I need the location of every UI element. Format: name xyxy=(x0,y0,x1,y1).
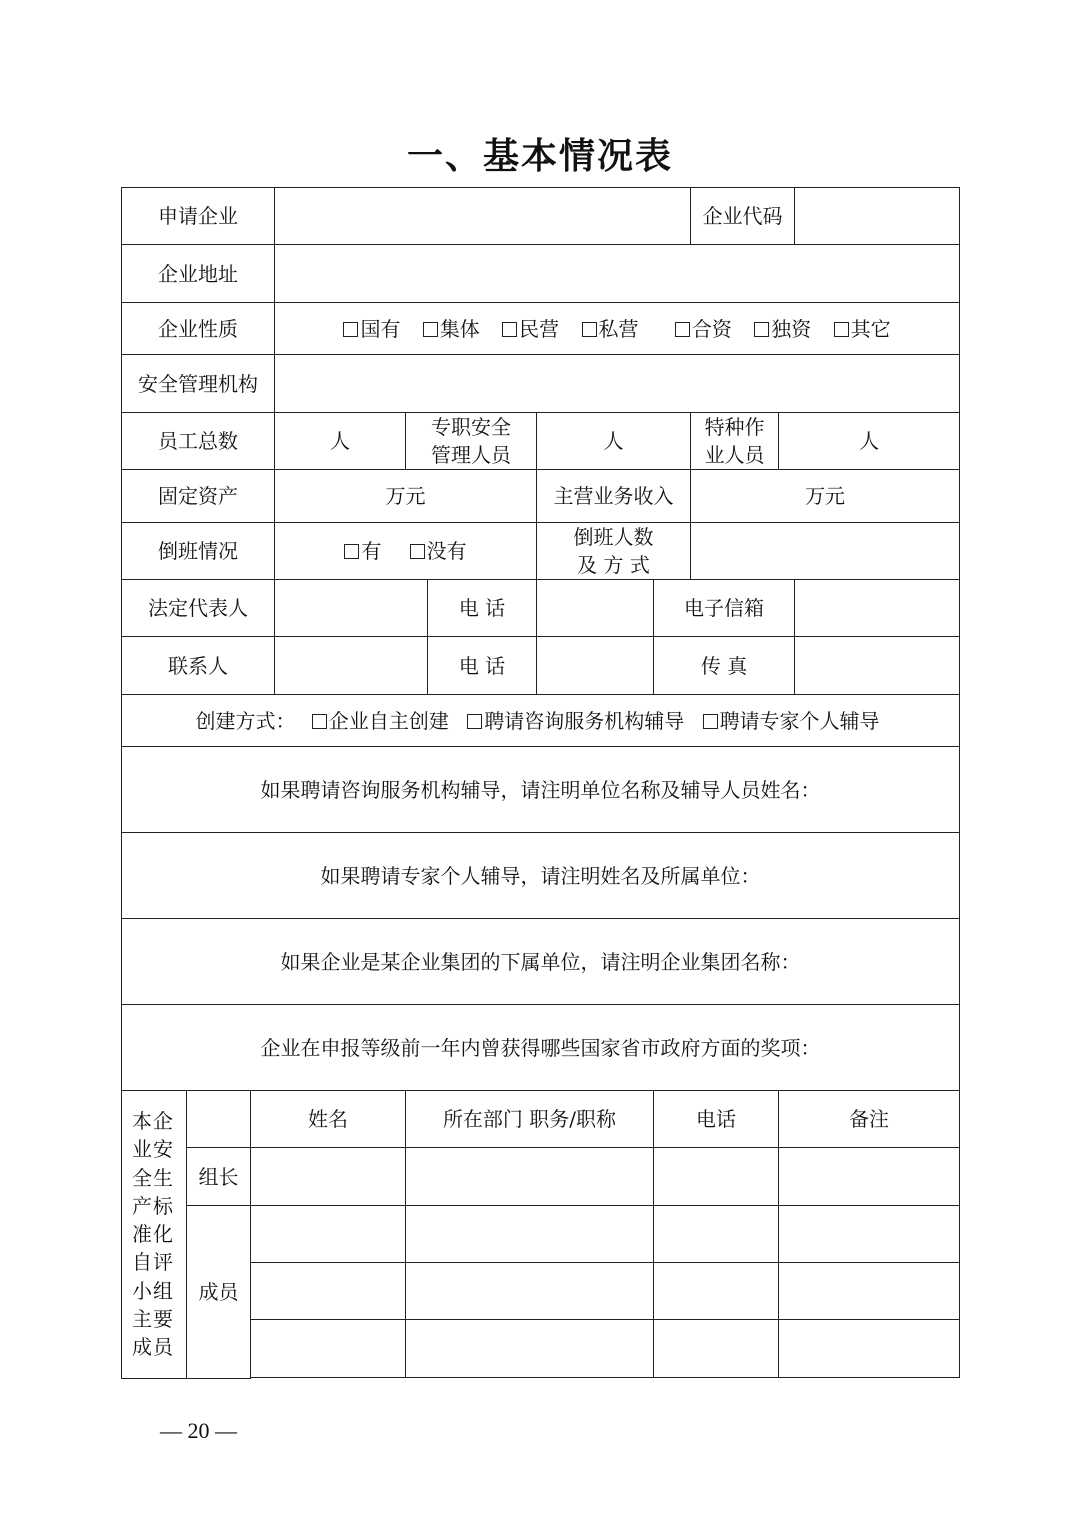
safety-org-label: 安全管理机构 xyxy=(122,355,275,413)
nature-option[interactable]: 其它 xyxy=(834,315,891,343)
creation-option[interactable]: 企业自主创建 xyxy=(312,707,449,735)
team-header-dept: 所在部门 职务/职称 xyxy=(406,1091,654,1148)
checkbox[interactable] xyxy=(343,322,358,337)
creation-option[interactable]: 聘请咨询服务机构辅导 xyxy=(467,707,684,735)
email-label: 电子信箱 xyxy=(654,580,795,637)
page-number: — 20 — xyxy=(160,1418,237,1443)
checkbox[interactable] xyxy=(423,322,438,337)
address-field[interactable] xyxy=(275,245,960,303)
safety-org-field[interactable] xyxy=(275,355,960,413)
team-header-remark: 备注 xyxy=(779,1091,960,1148)
special-ops-field[interactable]: 人 xyxy=(779,413,960,470)
nature-options xyxy=(275,303,960,355)
nature-option[interactable]: 独资 xyxy=(754,315,811,343)
team-cell[interactable] xyxy=(406,1320,654,1378)
checkbox[interactable] xyxy=(582,322,597,337)
checkbox[interactable] xyxy=(344,544,359,559)
team-role-header xyxy=(187,1091,251,1148)
nature-option[interactable]: 国有 xyxy=(343,315,400,343)
checkbox[interactable] xyxy=(467,714,482,729)
creation-option[interactable]: 聘请专家个人辅导 xyxy=(703,707,880,735)
spacer xyxy=(251,1378,406,1379)
nature-option[interactable]: 私营 xyxy=(582,315,639,343)
team-members-label: 成员 xyxy=(187,1206,251,1379)
awards-note[interactable]: 企业在申报等级前一年内曾获得哪些国家省市政府方面的奖项： xyxy=(122,1005,960,1091)
team-leader-label: 组长 xyxy=(187,1148,251,1206)
total-staff-label: 员工总数 xyxy=(122,413,275,470)
legal-rep-label: 法定代表人 xyxy=(122,580,275,637)
consult-org-note[interactable]: 如果聘请咨询服务机构辅导，请注明单位名称及辅导人员姓名： xyxy=(122,747,960,833)
team-side-label: 本企业安全生产标准化自评小组主要成员 xyxy=(122,1091,187,1379)
basic-info-form xyxy=(121,187,960,1379)
team-cell[interactable] xyxy=(406,1206,654,1263)
contact-label: 联系人 xyxy=(122,637,275,695)
team-header-name: 姓名 xyxy=(251,1091,406,1148)
group-note[interactable]: 如果企业是某企业集团的下属单位，请注明企业集团名称： xyxy=(122,919,960,1005)
fax-field[interactable] xyxy=(795,637,960,695)
fax-label: 传 真 xyxy=(654,637,795,695)
creation-label: 创建方式： xyxy=(195,708,296,733)
team-cell[interactable] xyxy=(779,1206,960,1263)
shift-option[interactable]: 没有 xyxy=(410,537,467,565)
team-cell[interactable] xyxy=(654,1263,779,1320)
team-cell[interactable] xyxy=(779,1320,960,1378)
nature-label: 企业性质 xyxy=(122,303,275,355)
team-cell[interactable] xyxy=(251,1263,406,1320)
email-field[interactable] xyxy=(795,580,960,637)
checkbox[interactable] xyxy=(703,714,718,729)
team-cell[interactable] xyxy=(406,1263,654,1320)
team-cell[interactable] xyxy=(251,1320,406,1378)
spacer xyxy=(406,1378,654,1379)
team-cell[interactable] xyxy=(654,1206,779,1263)
applicant-field[interactable] xyxy=(275,188,691,245)
fulltime-safety-field[interactable]: 人 xyxy=(537,413,691,470)
fixed-assets-field[interactable]: 万元 xyxy=(275,470,537,523)
team-cell[interactable] xyxy=(654,1320,779,1378)
spacer xyxy=(779,1378,960,1379)
team-cell[interactable] xyxy=(779,1263,960,1320)
checkbox[interactable] xyxy=(410,544,425,559)
nature-option[interactable]: 合资 xyxy=(675,315,732,343)
legal-rep-field[interactable] xyxy=(275,580,428,637)
checkbox[interactable] xyxy=(834,322,849,337)
checkbox[interactable] xyxy=(312,714,327,729)
creation-method xyxy=(122,695,960,747)
contact-phone-field[interactable] xyxy=(537,637,654,695)
fulltime-safety-label: 专职安全 管理人员 xyxy=(406,413,537,470)
special-ops-label: 特种作 业人员 xyxy=(691,413,779,470)
team-cell[interactable] xyxy=(654,1148,779,1206)
total-staff-field[interactable]: 人 xyxy=(275,413,406,470)
page-title: 一、基本情况表 xyxy=(406,135,673,177)
checkbox[interactable] xyxy=(754,322,769,337)
fixed-assets-label: 固定资产 xyxy=(122,470,275,523)
company-code-label: 企业代码 xyxy=(691,188,795,245)
main-revenue-field[interactable]: 万元 xyxy=(691,470,960,523)
team-cell[interactable] xyxy=(406,1148,654,1206)
team-header-phone: 电话 xyxy=(654,1091,779,1148)
team-cell[interactable] xyxy=(779,1148,960,1206)
nature-option[interactable]: 集体 xyxy=(423,315,480,343)
contact-field[interactable] xyxy=(275,637,428,695)
shift-options xyxy=(275,523,537,580)
shift-label: 倒班情况 xyxy=(122,523,275,580)
legal-rep-phone-field[interactable] xyxy=(537,580,654,637)
company-code-field[interactable] xyxy=(795,188,960,245)
shift-option[interactable]: 有 xyxy=(344,537,381,565)
nature-option[interactable]: 民营 xyxy=(502,315,559,343)
address-label: 企业地址 xyxy=(122,245,275,303)
checkbox[interactable] xyxy=(502,322,517,337)
contact-phone-label: 电 话 xyxy=(428,637,537,695)
spacer xyxy=(654,1378,779,1379)
checkbox[interactable] xyxy=(675,322,690,337)
main-revenue-label: 主营业务收入 xyxy=(537,470,691,523)
applicant-label: 申请企业 xyxy=(122,188,275,245)
expert-note[interactable]: 如果聘请专家个人辅导，请注明姓名及所属单位： xyxy=(122,833,960,919)
team-cell[interactable] xyxy=(251,1148,406,1206)
legal-rep-phone-label: 电 话 xyxy=(428,580,537,637)
shift-count-field[interactable] xyxy=(691,523,960,580)
team-cell[interactable] xyxy=(251,1206,406,1263)
shift-count-label: 倒班人数 及 方 式 xyxy=(537,523,691,580)
